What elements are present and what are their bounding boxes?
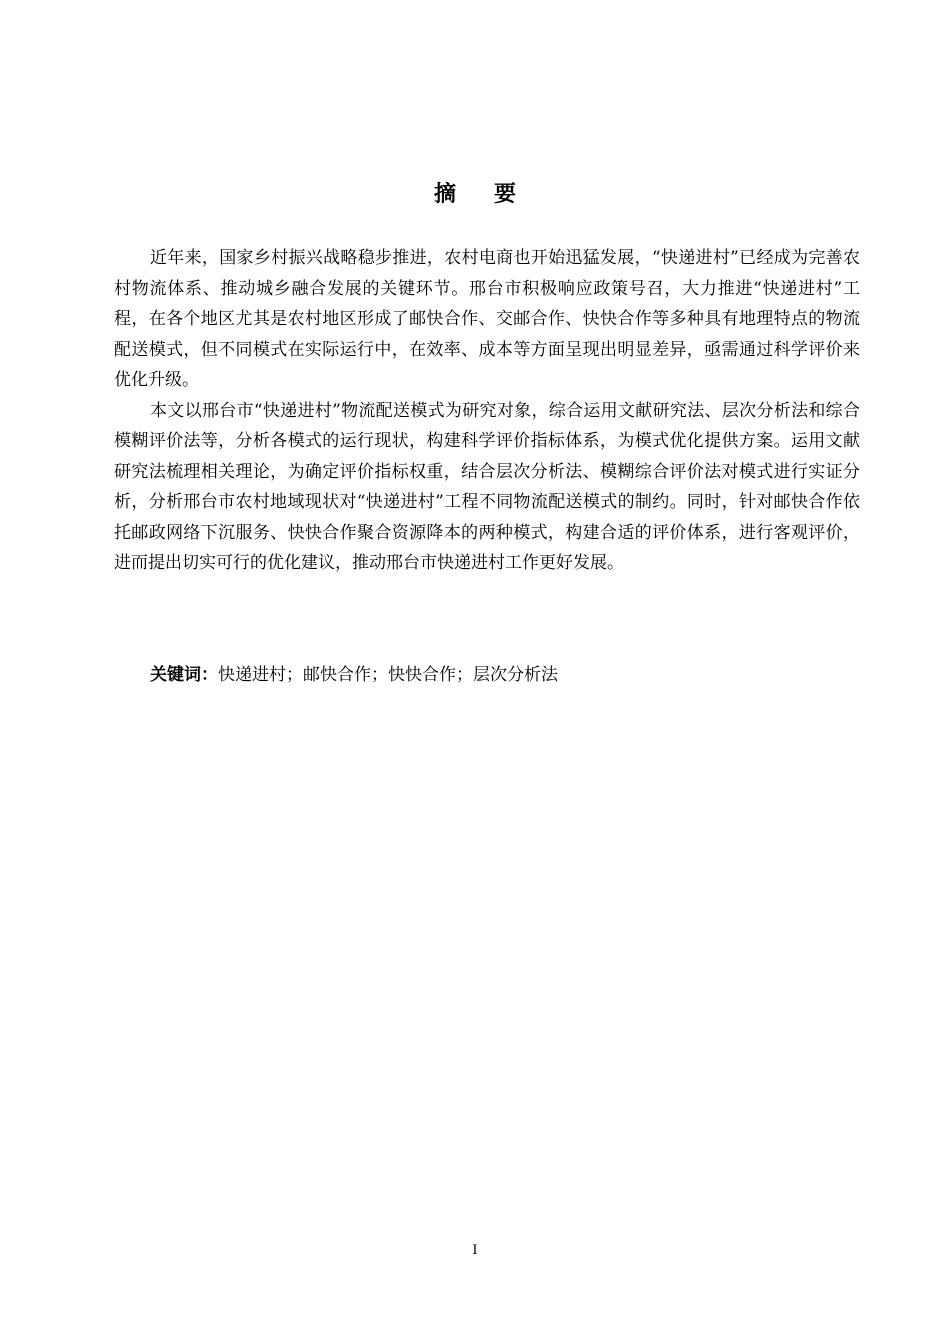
abstract-paragraph-1: 近年来，国家乡村振兴战略稳步推进，农村电商也开始迅猛发展，“快递进村”已经成为完善农村物流体系、推动城乡融合发展的关键环节。邢台市积极响应政策号召，大力推进“快递进村”工程，在各个地区尤其是农村地区形成了邮快合作、交邮合作、快快合作等多种具有地理特点的物流配送模式，但不同模式在实际运行中，在效率、成本等方面呈现出明显差异，亟需通过科学评价来优化升级。 [114, 248, 860, 390]
abstract-paragraph-2: 本文以邢台市“快递进村”物流配送模式为研究对象，综合运用文献研究法、层次分析法和综合模糊评价法等，分析各模式的运行现状，构建科学评价指标体系，为模式优化提供方案。运用文献研究法梳理相关理论，为确定评价指标权重，结合层次分析法、模糊综合评价法对模式进行实证分析，分析邢台市农村地域现状对“快递进村”工程不同物流配送模式的制约。同时，针对邮快合作依托邮政网络下沉服务、快快合作聚合资源降本的两种模式，构建合适的评价体系，进行客观评价，进而提出切实可行的优化建议，推动邢台市快递进村工作更好发展。 [114, 400, 860, 573]
keywords-text: 快递进村；邮快合作；快快合作；层次分析法 [218, 665, 558, 685]
abstract-title: 摘要 [433, 182, 554, 207]
keywords-line [150, 660, 860, 690]
abstract-body [114, 243, 860, 579]
page-number: I [472, 1243, 478, 1258]
keywords-label: 关键词： [150, 665, 218, 685]
